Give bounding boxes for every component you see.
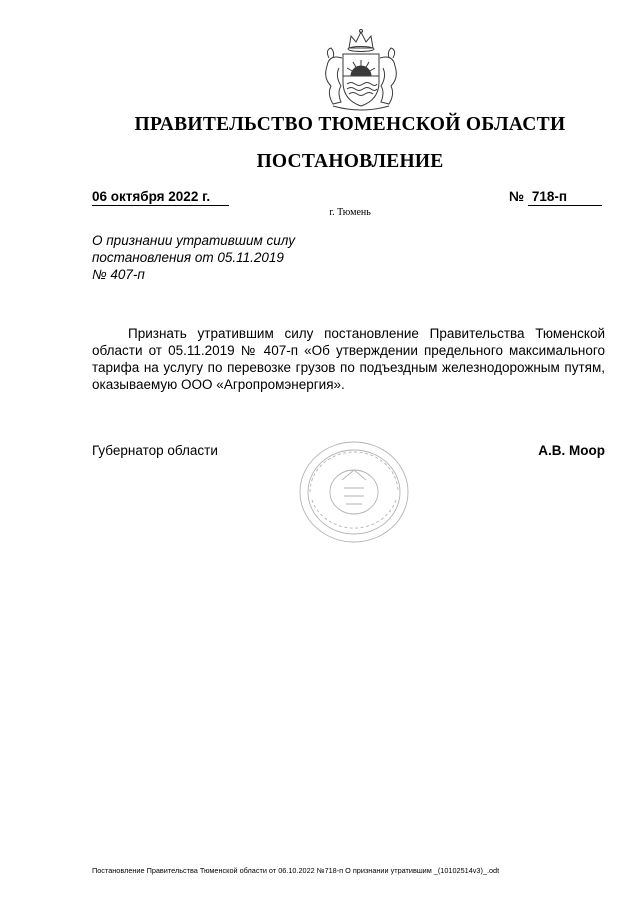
document-number: 718-п xyxy=(528,189,602,206)
signatory-position: Губернатор области xyxy=(92,443,218,458)
document-body-paragraph: Признать утратившим силу постановление Правительства Тюменской области от 05.11.2019 № 407-п «Об утверждении предельного максимального тарифа на услугу по перевозке грузов по подъездным железнодорожным путям, оказываемую ООО «Агропромэнергия». xyxy=(92,326,605,392)
page-footer: Постановление Правительства Тюменской области от 06.10.2022 №718-п О признании утратившим _(10102514v3)_.odt xyxy=(92,866,500,875)
number-sign: № xyxy=(509,189,525,204)
signatory-name: А.В. Моор xyxy=(538,443,605,458)
official-seal-stamp xyxy=(298,440,410,544)
document-date: 06 октября 2022 г. xyxy=(92,189,229,206)
document-number-field xyxy=(509,189,602,206)
government-title: ПРАВИТЕЛЬСТВО ТЮМЕНСКОЙ ОБЛАСТИ xyxy=(134,114,566,135)
subject-line: постановления от 05.11.2019 xyxy=(92,250,284,265)
subject-line: № 407-п xyxy=(92,267,145,282)
document-city: г. Тюмень xyxy=(329,207,371,218)
subject-line: О признании утратившим силу xyxy=(92,233,295,248)
document-subject xyxy=(92,232,352,283)
coat-of-arms-emblem xyxy=(315,28,407,112)
document-type-title: ПОСТАНОВЛЕНИЕ xyxy=(256,151,444,172)
